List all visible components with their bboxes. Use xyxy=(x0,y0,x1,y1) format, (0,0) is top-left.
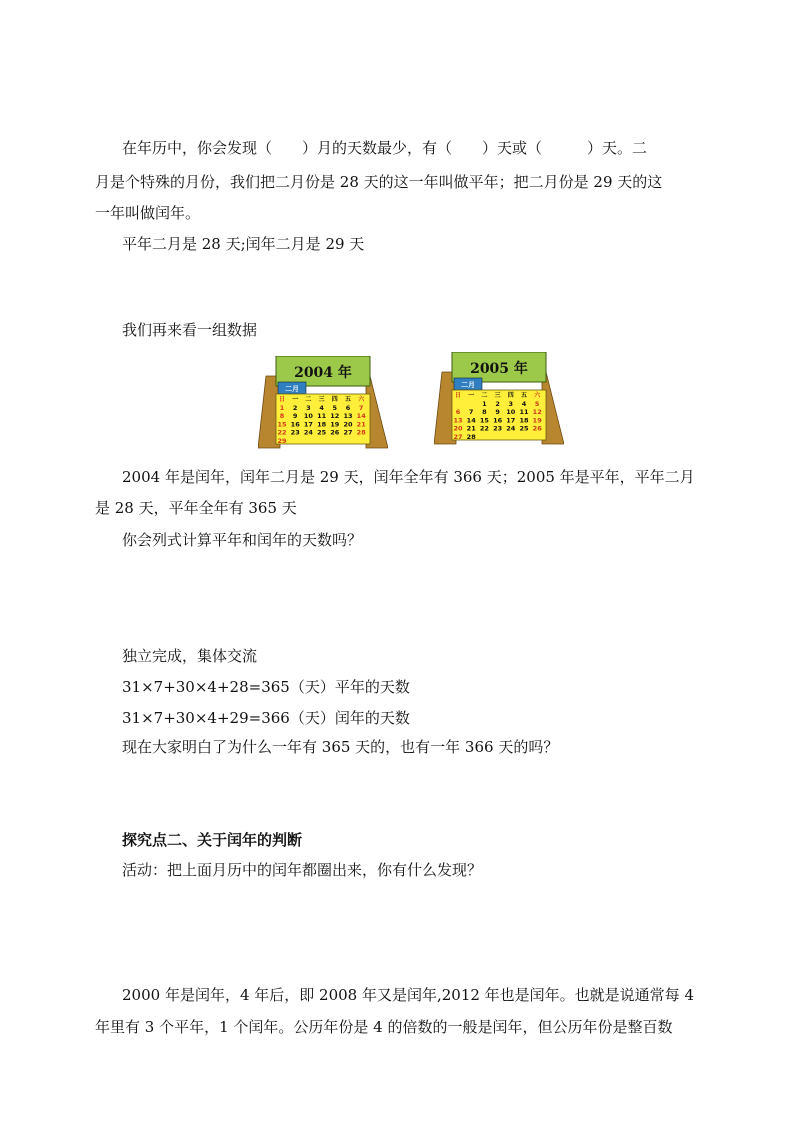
section-heading: 探究点二、关于闰年的判断 xyxy=(122,831,303,849)
calendar-day: 24 xyxy=(506,424,516,433)
weekday-label: 五 xyxy=(344,396,352,403)
calendar-day: 2 xyxy=(495,400,500,408)
calendar-day: 4 xyxy=(319,404,324,412)
calendar-day: 9 xyxy=(292,412,298,421)
calendar-day: 11 xyxy=(519,408,529,417)
calendar-day: 23 xyxy=(290,428,300,437)
calendar-day: 7 xyxy=(358,404,364,412)
question-calculate: 你会列式计算平年和闰年的天数吗？ xyxy=(122,531,363,549)
weekday-label: 一 xyxy=(468,392,475,399)
calendar-month-label: 二月 xyxy=(461,381,475,389)
weekday-label: 四 xyxy=(507,392,514,399)
calendar-day: 19 xyxy=(330,420,340,429)
weekday-label: 五 xyxy=(520,392,528,399)
calendar-day: 8 xyxy=(482,408,487,417)
formula-leap-year: 31×7+30×4+29=366（天）闰年的天数 xyxy=(122,709,410,727)
calendar-day: 29 xyxy=(277,436,287,445)
calendar-day: 27 xyxy=(453,432,463,441)
weekday-label: 六 xyxy=(358,396,365,403)
calendar-day: 25 xyxy=(317,428,327,437)
calendar-day: 28 xyxy=(356,428,366,437)
calendar-day: 22 xyxy=(277,428,287,437)
calendar-day: 18 xyxy=(317,420,327,429)
calendar-day: 3 xyxy=(306,404,311,412)
formula-common-year: 31×7+30×4+28=365（天）平年的天数 xyxy=(122,678,410,696)
intro-line-1: 在年历中，你会发现（ ）月的天数最少，有（ ）天或（ ）天。二 xyxy=(122,139,648,157)
weekday-label: 日 xyxy=(454,392,462,399)
calendar-day: 15 xyxy=(277,420,287,429)
weekday-label: 三 xyxy=(318,396,325,403)
activity: 活动：把上面月历中的闰年都圈出来，你有什么发现？ xyxy=(122,861,483,879)
calendar-day: 20 xyxy=(343,420,353,429)
calendar-day: 26 xyxy=(330,428,340,437)
calendar-month-label: 二月 xyxy=(285,385,299,393)
calendar-day: 16 xyxy=(290,420,300,429)
data-intro: 我们再来看一组数据 xyxy=(122,321,258,339)
calendar-day: 21 xyxy=(466,424,476,433)
leap-year-line-2: 是 28 天，平年全年有 365 天 xyxy=(95,499,297,517)
calendar-day: 6 xyxy=(455,408,461,417)
calendar-2005 xyxy=(434,352,564,446)
calendar-day: 18 xyxy=(519,416,529,425)
calendar-day: 4 xyxy=(521,400,527,408)
leap-rule-line-1: 2000 年是闰年，4 年后，即 2008 年又是闰年,2012 年也是闰年。也就是说通常每 4 xyxy=(122,986,694,1004)
calendar-2004 xyxy=(258,356,388,450)
calendar-day: 8 xyxy=(279,412,285,421)
weekday-label: 日 xyxy=(278,396,286,403)
calendar-day: 26 xyxy=(532,424,542,433)
calendar-day: 5 xyxy=(534,400,540,408)
calendar-day: 19 xyxy=(532,416,542,425)
calendar-day: 3 xyxy=(508,400,514,408)
calendar-year-label: 2004 年 xyxy=(294,365,352,381)
question-understand: 现在大家明白了为什么一年有 365 天的，也有一年 366 天的吗？ xyxy=(122,738,559,756)
calendar-day: 16 xyxy=(493,416,503,425)
calendar-day: 7 xyxy=(468,408,474,417)
calendar-day: 1 xyxy=(279,404,285,412)
calendar-day: 5 xyxy=(332,404,338,412)
calendar-day: 15 xyxy=(479,416,489,425)
calendar-day: 17 xyxy=(303,420,313,429)
weekday-label: 二 xyxy=(481,392,488,399)
calendar-day: 1 xyxy=(482,400,487,408)
calendar-day: 9 xyxy=(495,408,500,417)
weekday-label: 二 xyxy=(305,396,312,403)
leap-rule-line-2: 年里有 3 个平年，1 个闰年。公历年份是 4 的倍数的一般是闰年，但公历年份是整百数 xyxy=(95,1018,673,1036)
calendar-day: 24 xyxy=(303,428,313,437)
calendar-day: 13 xyxy=(343,412,353,421)
calendar-day: 21 xyxy=(356,420,366,429)
calendar-day: 11 xyxy=(317,412,327,421)
calendar-day: 6 xyxy=(345,404,351,412)
calendar-day: 14 xyxy=(356,412,366,421)
calendar-day: 20 xyxy=(453,424,463,433)
calendar-day: 13 xyxy=(453,416,463,425)
intro-line-2: 月是个特殊的月份，我们把二月份是 28 天的这一年叫做平年；把二月份是 29 天的这 xyxy=(95,173,663,191)
calendar-day: 10 xyxy=(303,412,313,421)
calendar-day: 17 xyxy=(506,416,516,425)
calendar-day: 27 xyxy=(343,428,353,437)
calendar-day: 2 xyxy=(292,404,298,412)
leap-year-line-1: 2004 年是闰年，闰年二月是 29 天，闰年全年有 366 天；2005 年是平年，平年二月 xyxy=(122,468,695,486)
calendar-day: 28 xyxy=(466,432,476,441)
instruction: 独立完成，集体交流 xyxy=(122,647,258,665)
weekday-label: 三 xyxy=(494,392,501,399)
weekday-label: 六 xyxy=(534,392,541,399)
calendar-year-label: 2005 年 xyxy=(470,361,528,377)
calendar-day: 22 xyxy=(479,424,489,433)
calendar-day: 14 xyxy=(466,416,476,425)
intro-line-3: 一年叫做闰年。 xyxy=(95,204,201,222)
feb-days-statement: 平年二月是 28 天;闰年二月是 29 天 xyxy=(122,235,365,253)
weekday-label: 四 xyxy=(331,396,338,403)
calendar-day: 12 xyxy=(330,412,340,421)
calendar-day: 23 xyxy=(493,424,503,433)
weekday-label: 一 xyxy=(292,396,299,403)
calendar-day: 25 xyxy=(519,424,529,433)
calendar-day: 10 xyxy=(506,408,516,417)
calendar-day: 12 xyxy=(532,408,542,417)
